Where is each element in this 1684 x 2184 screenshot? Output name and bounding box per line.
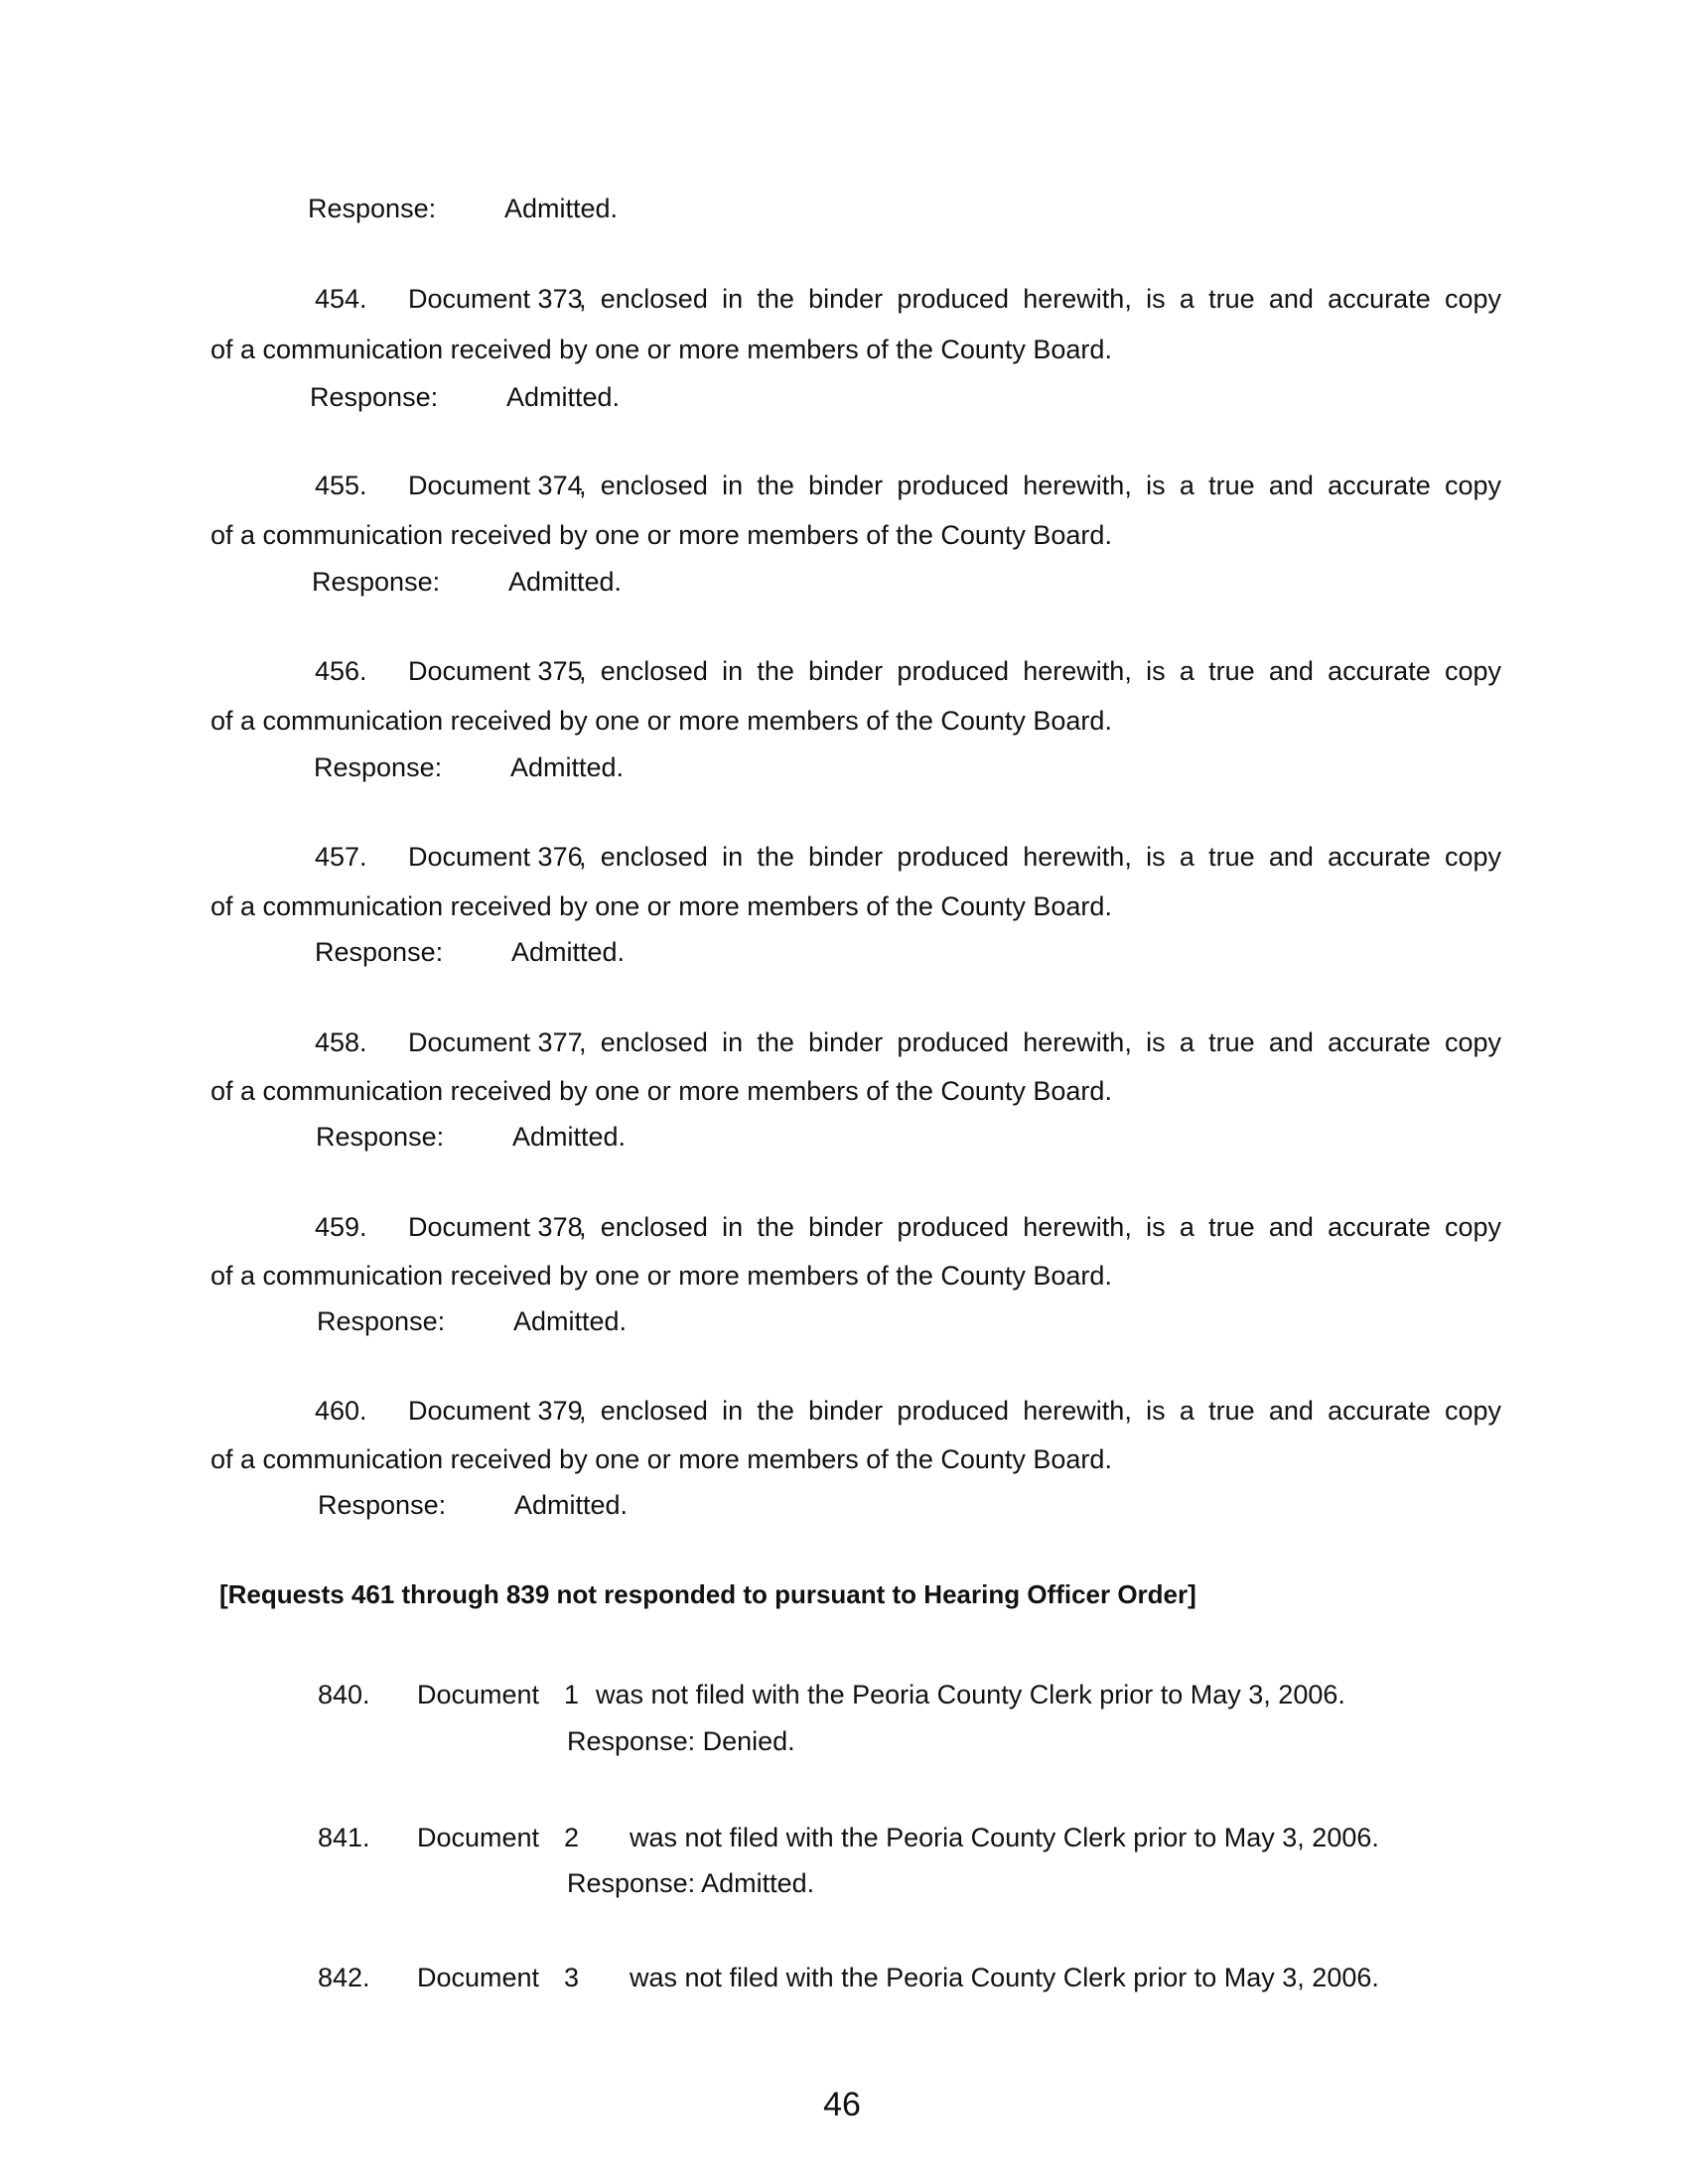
document-label: Document — [417, 1823, 540, 1852]
request-840-response: Response: Denied. — [567, 1726, 795, 1756]
response-value: Admitted. — [512, 1122, 627, 1152]
response-label: Response: — [308, 194, 437, 223]
request-460-continuation: of a communication received by one or more members of the County Board. — [210, 1444, 1112, 1474]
request-number: 458. — [315, 1027, 367, 1057]
response-value: Admitted. — [514, 1490, 629, 1520]
response-value: Admitted. — [513, 1306, 628, 1336]
response-label: Response: — [316, 1122, 445, 1152]
request-458-line — [315, 1025, 1501, 1059]
request-text: , enclosed in the binder produced herewith, is a true and accurate copy — [579, 284, 1501, 314]
request-text: was not filed with the Peoria County Clerk prior to May 3, 2006. — [630, 1963, 1379, 1992]
request-number: 457. — [315, 842, 367, 872]
request-457-continuation: of a communication received by one or more members of the County Board. — [210, 891, 1112, 921]
request-459-line — [315, 1210, 1501, 1244]
document-label: Document — [417, 1963, 540, 1992]
document-number: 1 — [564, 1680, 580, 1709]
request-text: was not filed with the Peoria County Clerk prior to May 3, 2006. — [630, 1823, 1379, 1852]
document-reference: Document 375 — [408, 656, 583, 686]
request-457-line — [315, 840, 1501, 874]
request-459-continuation: of a communication received by one or more members of the County Board. — [210, 1261, 1112, 1291]
response-value: Admitted. — [506, 382, 621, 412]
request-number: 460. — [315, 1396, 367, 1426]
request-text: , enclosed in the binder produced herewith, is a true and accurate copy — [579, 471, 1501, 500]
request-460-line — [315, 1394, 1501, 1428]
response-label: Response: — [312, 567, 441, 597]
request-841-response: Response: Admitted. — [567, 1868, 815, 1898]
request-number: 455. — [315, 471, 367, 500]
response-label: Response: — [318, 1490, 447, 1520]
response-value: Admitted. — [510, 752, 625, 782]
document-number: 2 — [564, 1823, 580, 1852]
request-text: , enclosed in the binder produced herewith, is a true and accurate copy — [579, 1396, 1501, 1426]
request-text: was not filed with the Peoria County Clerk prior to May 3, 2006. — [596, 1680, 1345, 1709]
document-reference: Document 376 — [408, 842, 583, 872]
response-label: Response: — [315, 937, 444, 967]
request-number: 459. — [315, 1212, 367, 1242]
request-456-line — [315, 654, 1501, 688]
response-label: Response: — [317, 1306, 446, 1336]
request-number: 841. — [318, 1823, 370, 1852]
request-455-continuation: of a communication received by one or more members of the County Board. — [210, 520, 1112, 550]
request-number: 840. — [318, 1680, 370, 1709]
request-454-line — [315, 282, 1501, 316]
request-454-continuation: of a communication received by one or more members of the County Board. — [210, 335, 1112, 364]
response-value: Admitted. — [511, 937, 626, 967]
page-number: 46 — [823, 2086, 861, 2123]
response-value: Admitted. — [504, 194, 619, 223]
request-number: 842. — [318, 1963, 370, 1992]
document-reference: Document 378 — [408, 1212, 583, 1242]
document-reference: Document 374 — [408, 471, 583, 500]
document-reference: Document 379 — [408, 1396, 583, 1426]
response-value: Admitted. — [508, 567, 623, 597]
request-text: , enclosed in the binder produced herewith, is a true and accurate copy — [579, 1212, 1501, 1242]
section-heading: [Requests 461 through 839 not responded to pursuant to Hearing Officer Order] — [219, 1579, 1196, 1609]
request-text: , enclosed in the binder produced herewith, is a true and accurate copy — [579, 1027, 1501, 1057]
document-reference: Document 377 — [408, 1027, 583, 1057]
request-text: , enclosed in the binder produced herewith, is a true and accurate copy — [579, 656, 1501, 686]
request-number: 456. — [315, 656, 367, 686]
response-label: Response: — [314, 752, 443, 782]
document-label: Document — [417, 1680, 540, 1709]
request-458-continuation: of a communication received by one or more members of the County Board. — [210, 1076, 1112, 1106]
request-456-continuation: of a communication received by one or more members of the County Board. — [210, 706, 1112, 736]
response-label: Response: — [310, 382, 439, 412]
request-text: , enclosed in the binder produced herewith, is a true and accurate copy — [579, 842, 1501, 872]
document-reference: Document 373 — [408, 284, 583, 314]
request-455-line — [315, 469, 1501, 502]
document-number: 3 — [564, 1963, 580, 1992]
request-number: 454. — [315, 284, 367, 314]
